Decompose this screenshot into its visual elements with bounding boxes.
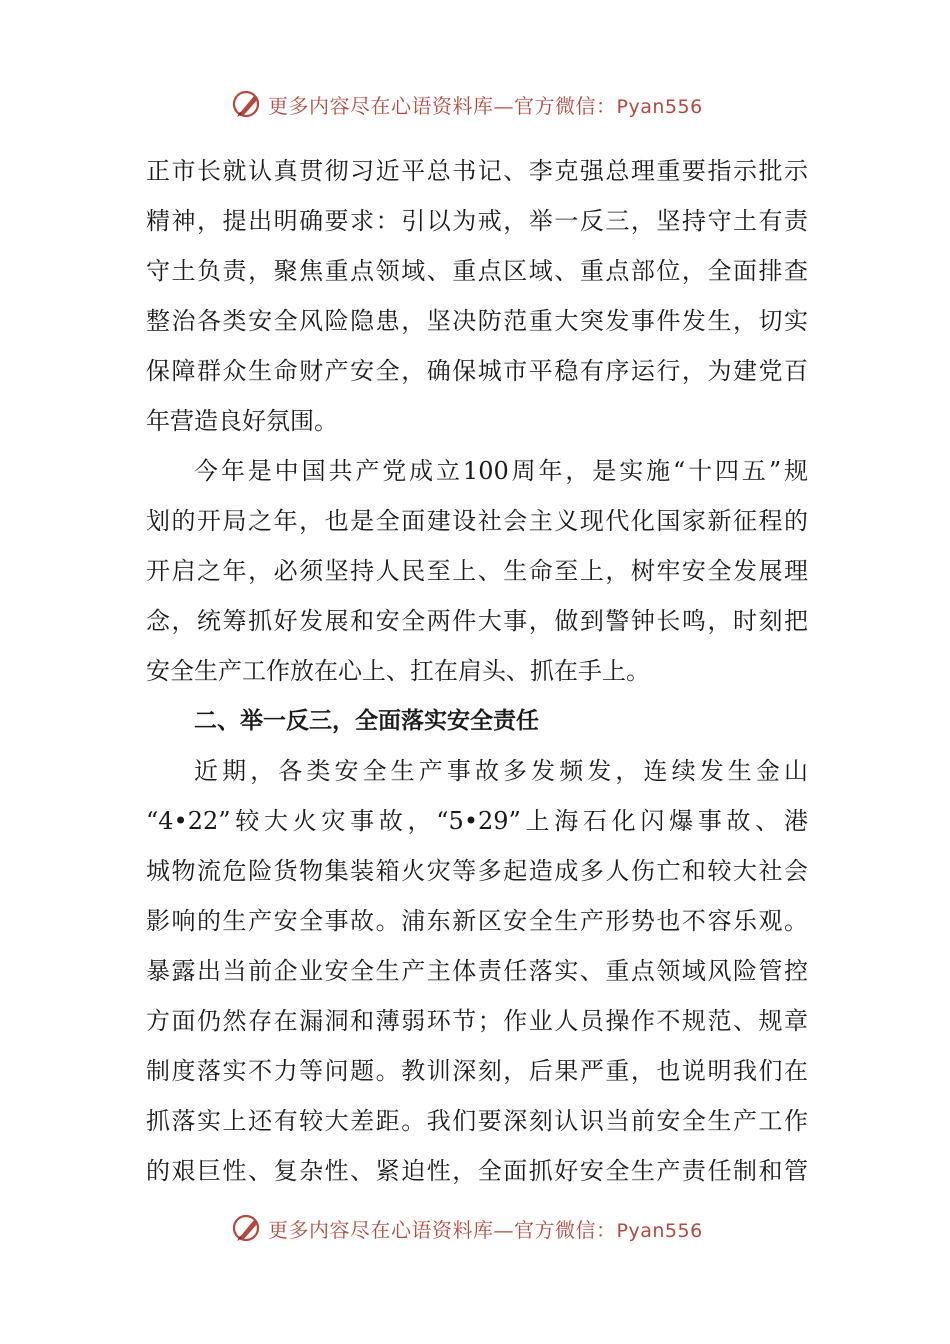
text-line: 划的开局之年，也是全面建设社会主义现代化国家新征程的 <box>146 507 808 535</box>
paragraph <box>146 146 808 446</box>
footer-watermark <box>230 1210 703 1246</box>
paragraph <box>146 446 808 696</box>
text-line: 抓落实上还有较大差距。我们要深刻认识当前安全生产工作 <box>146 1107 808 1135</box>
text-line: 整治各类安全风险隐患，坚决防范重大突发事件发生，切实 <box>146 307 808 335</box>
text-line: “4•22”较大火灾事故，“5•29”上海石化闪爆事故、港 <box>146 807 808 835</box>
text-line: 年营造良好氛围。 <box>146 407 338 435</box>
paragraph <box>146 746 808 1196</box>
text-line: 精神，提出明确要求：引以为戒，举一反三，坚持守土有责 <box>146 207 808 235</box>
pen-logo-icon <box>230 87 264 121</box>
header-watermark <box>230 86 703 122</box>
text-line: 影响的生产安全事故。浦东新区安全生产形势也不容乐观。 <box>146 907 808 935</box>
text-line: 近期，各类安全生产事故多发频发，连续发生金山 <box>194 757 808 785</box>
text-line: 方面仍然存在漏洞和薄弱环节；作业人员操作不规范、规章 <box>146 1007 808 1035</box>
text-line: 城物流危险货物集装箱火灾等多起造成多人伤亡和较大社会 <box>146 857 808 885</box>
text-line: 开启之年，必须坚持人民至上、生命至上，树牢安全发展理 <box>146 557 808 585</box>
text-line: 制度落实不力等问题。教训深刻，后果严重，也说明我们在 <box>146 1057 808 1085</box>
text-line: 暴露出当前企业安全生产主体责任落实、重点领域风险管控 <box>146 957 808 985</box>
text-line: 安全生产工作放在心上、扛在肩头、抓在手上。 <box>146 657 650 685</box>
section-heading: 二、举一反三，全面落实安全责任 <box>194 708 539 734</box>
watermark-text: 更多内容尽在心语资料库—官方微信：Pyan556 <box>268 1217 703 1242</box>
watermark-text: 更多内容尽在心语资料库—官方微信：Pyan556 <box>268 93 703 118</box>
text-line: 保障群众生命财产安全，确保城市平稳有序运行，为建党百 <box>146 357 808 385</box>
pen-logo-icon <box>230 1211 264 1245</box>
text-line: 正市长就认真贯彻习近平总书记、李克强总理重要指示批示 <box>146 157 808 185</box>
text-line: 的艰巨性、复杂性、紧迫性，全面抓好安全生产责任制和管 <box>146 1157 808 1185</box>
text-line: 念，统筹抓好发展和安全两件大事，做到警钟长鸣，时刻把 <box>146 607 808 635</box>
text-line: 守土负责，聚焦重点领域、重点区域、重点部位，全面排查 <box>146 257 808 285</box>
document-body <box>146 146 808 1196</box>
text-line: 今年是中国共产党成立100周年，是实施“十四五”规 <box>194 457 808 485</box>
